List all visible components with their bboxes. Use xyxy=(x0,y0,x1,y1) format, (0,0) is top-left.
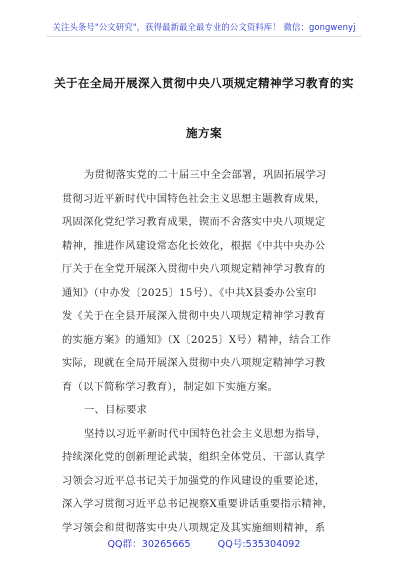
body-line: 一、目标要求 xyxy=(84,405,148,416)
body-line: 通知》（中办发〔2025〕15号）、《中共X县委办公室印 xyxy=(62,287,317,299)
header-banner: 关注头条号"公文研究"，获得最新最全最专业的公文资料库！ 微信：gongwenyj xyxy=(52,22,356,32)
body-line: 巩固深化党纪学习教育成果，锲而不舍落实中央八项规定 xyxy=(62,217,326,228)
footer-qq-number: QQ号:535304092 xyxy=(217,539,301,550)
body-line: 为贯彻落实党的二十届三中全会部署，巩固拓展学习 xyxy=(84,170,327,181)
body-line: 习领会习近平总书记关于加强党的作风建设的重要论述， xyxy=(62,475,326,487)
document-title-line-1: 关于在全局开展深入贯彻中央八项规定精神学习教育的实 xyxy=(54,76,354,90)
header-divider xyxy=(46,36,362,37)
body-line: 精神，推进作风建设常态化长效化，根据《中共中央办公 xyxy=(62,240,326,252)
body-line: 实际，现就在全局开展深入贯彻中央八项规定精神学习教 xyxy=(62,358,326,369)
footer-contact xyxy=(0,536,408,550)
body-line: 学习领会和贯彻落实中央八项规定及其实施细则精神，系 xyxy=(62,522,326,534)
body-line: 厅关于在全党开展深入贯彻中央八项规定精神学习教育的 xyxy=(62,264,326,275)
document-body xyxy=(62,164,354,540)
body-line: 育（以下简称学习教育），制定如下实施方案。 xyxy=(62,381,279,393)
body-line: 的实施方案》的通知》（X〔2025〕X号）精神，结合工作 xyxy=(62,334,332,346)
document-title-line-2: 施方案 xyxy=(186,126,222,140)
body-line: 坚持以习近平新时代中国特色社会主义思想为指导， xyxy=(84,428,327,440)
body-line: 持续深化党的创新理论武装，组织全体党员、干部认真学 xyxy=(62,452,326,463)
body-line: 发《关于在全县开展深入贯彻中央八项规定精神学习教育 xyxy=(62,311,326,322)
body-line: 贯彻习近平新时代中国特色社会主义思想主题教育成果， xyxy=(62,193,326,205)
body-line: 深入学习贯彻习近平总书记视察X重要讲话重要指示精神， xyxy=(62,499,334,510)
footer-qq-group: QQ群：30265665 xyxy=(107,539,191,550)
